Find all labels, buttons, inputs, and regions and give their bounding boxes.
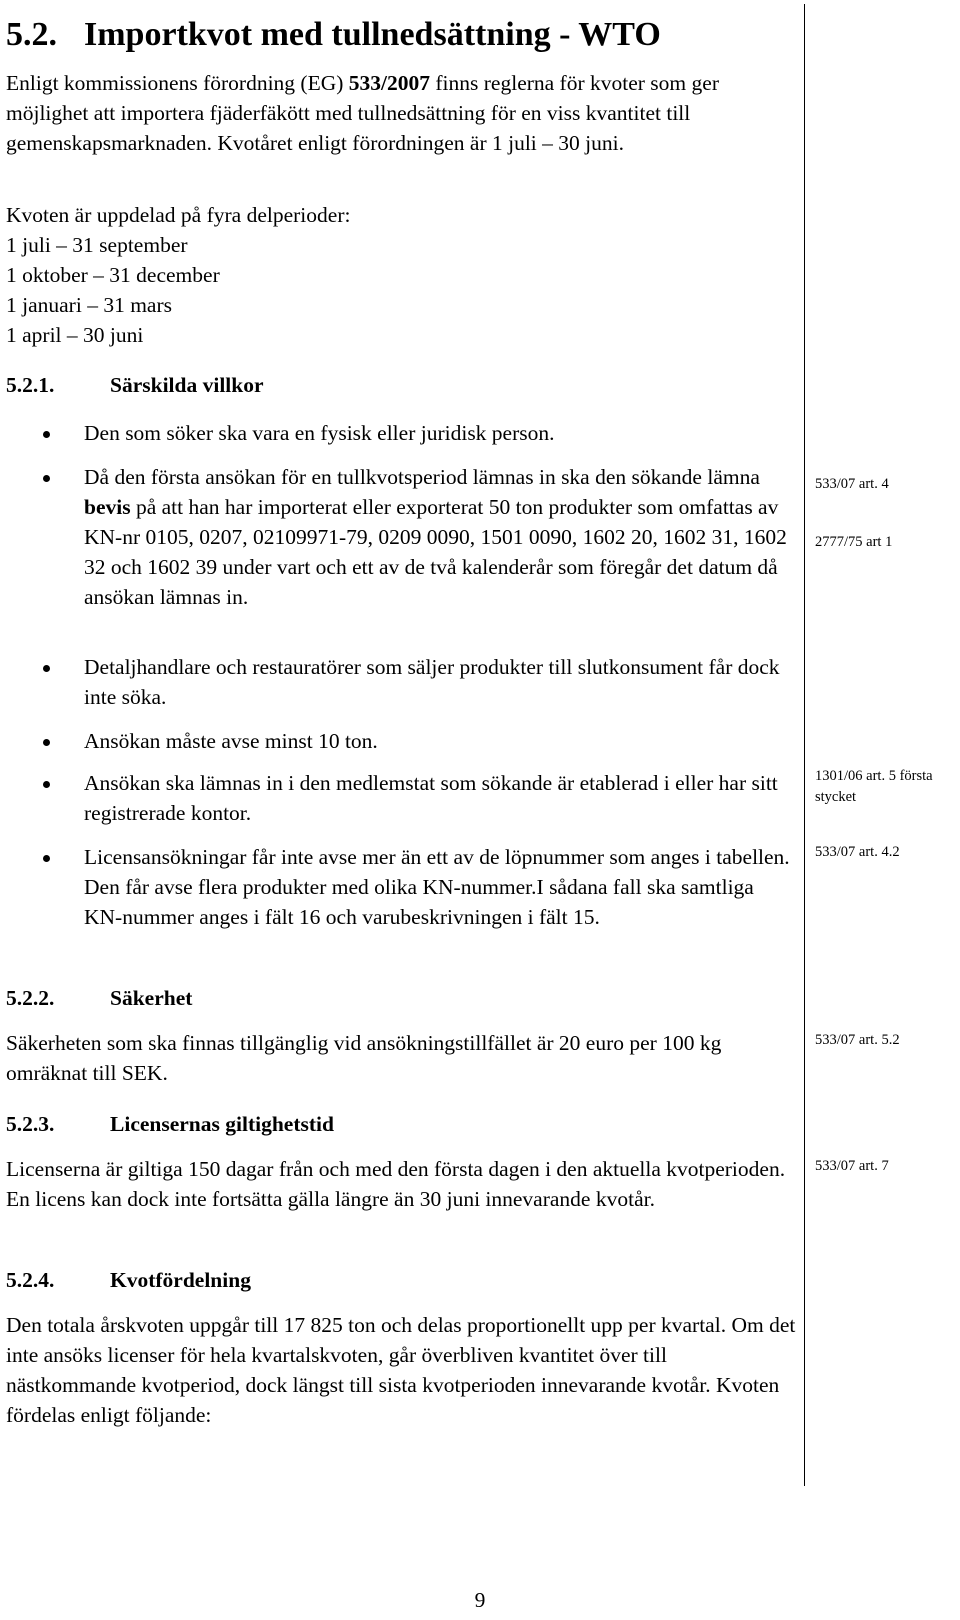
period-item: 1 januari – 31 mars [6, 293, 172, 317]
conditions-list-5 [6, 768, 796, 828]
list-item: Ansökan ska lämnas in i den medlemstat som sökande är etablerad i eller har sitt registrerade kontor. [6, 768, 796, 828]
conditions-list-6 [6, 842, 796, 932]
validity-paragraph: Licenserna är giltiga 150 dagar från och med den första dagen i den aktuella kvotperioden. En licens kan dock inte fortsätta gälla längre än 30 juni innevarande kvotår. [6, 1157, 786, 1211]
margin-reference: 533/07 art. 5.2 [815, 1032, 900, 1048]
list-item: Ansökan måste avse minst 10 ton. [6, 726, 796, 756]
bullet-icon [43, 431, 50, 438]
bullet-icon [43, 665, 50, 672]
periods-intro: Kvoten är uppdelad på fyra delperioder: [6, 203, 351, 227]
intro-paragraph: Enligt kommissionens förordning (EG) 533/2007 finns reglerna för kvoter som ger möjlighet att importera fjäderfäkött med tullnedsättning för en viss kvantitet till gemenskapsmarknaden. Kvotåret enligt förordningen är 1 juli – 30 juni. [6, 71, 719, 155]
conditions-list-4 [6, 726, 796, 756]
period-item: 1 oktober – 31 december [6, 263, 220, 287]
list-item: Detaljhandlare och restauratörer som säljer produkter till slutkonsument får dock inte söka. [6, 652, 796, 712]
conditions-list-3 [6, 652, 796, 712]
bullet-icon [43, 855, 50, 862]
list-item: Licensansökningar får inte avse mer än ett av de löpnummer som anges i tabellen. Den får avse flera produkter med olika KN-nummer.I sådana fall ska samtliga KN-nummer anges i fält 16 och varubeskrivningen i fält 15. [6, 842, 796, 932]
margin-reference: 1301/06 art. 5 första stycket [815, 768, 933, 805]
bullet-icon [43, 781, 50, 788]
margin-reference: 533/07 art. 4 [815, 476, 889, 492]
bullet-icon [43, 739, 50, 746]
bullet-icon [43, 475, 50, 482]
list-item: Den som söker ska vara en fysisk eller juridisk person. [6, 418, 796, 448]
section-title: Importkvot med tullnedsättning - WTO [84, 16, 661, 53]
periods-block [6, 200, 796, 350]
section-heading-5-2-4: 5.2.4. Kvotfördelning [6, 1268, 251, 1292]
regulation-reference: 533/2007 [348, 71, 431, 95]
period-item: 1 april – 30 juni [6, 323, 144, 347]
margin-reference: 533/07 art. 7 [815, 1158, 889, 1174]
quota-paragraph: Den totala årskvoten uppgår till 17 825 ton och delas proportionellt upp per kvartal. Om det inte ansöks licenser för hela kvartalskvoten, går överbliven kvantitet över till nästkommande kvotperiod, dock längst till sista kvotperioden innevarande kvotår. Kvoten fördelas enligt följande: [6, 1313, 796, 1427]
section-number: 5.2. [6, 16, 57, 53]
period-item: 1 juli – 31 september [6, 233, 188, 257]
section-heading-5-2-1: 5.2.1. Särskilda villkor [6, 373, 264, 397]
list-item: Då den första ansökan för en tullkvotsperiod lämnas in ska den sökande lämna bevis på att han har importerat eller exporterat 50 ton produkter som omfattas av KN-nr 0105, 0207, 02109971-79, 0209 0090, 1501 0090, 1602 20, 1602 31, 1602 32 och 1602 39 under vart och ett av de två kalenderår som föregår det datum då ansökan lämnas in. [6, 462, 796, 612]
conditions-list [6, 418, 796, 448]
page-title [6, 16, 661, 54]
margin-divider-line [804, 4, 805, 1486]
margin-reference: 533/07 art. 4.2 [815, 844, 900, 860]
margin-reference: 2777/75 art 1 [815, 534, 893, 550]
section-heading-5-2-3: 5.2.3. Licensernas giltighetstid [6, 1112, 334, 1136]
page-number: 9 [474, 1588, 486, 1612]
conditions-list-2 [6, 462, 796, 612]
security-paragraph: Säkerheten som ska finnas tillgänglig vid ansökningstillfället är 20 euro per 100 kg omräknat till SEK. [6, 1031, 722, 1085]
section-heading-5-2-2: 5.2.2. Säkerhet [6, 986, 193, 1010]
